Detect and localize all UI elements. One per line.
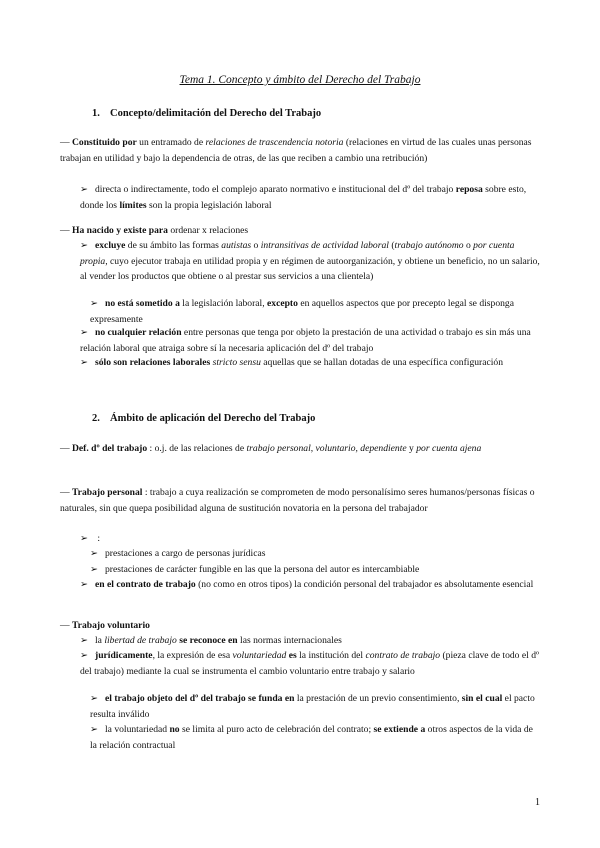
text: la institución del [296,650,366,661]
bullet-juridicamente [60,648,540,679]
italic-text: libertad de trabajo [104,635,177,646]
dash-marker: — [60,137,70,148]
arrow-bullet-icon: ➢ [90,564,99,575]
dash-marker: — [60,443,70,454]
text: el pacto resulta inválido [90,693,535,720]
bullet-solo-son [60,355,540,371]
bold-text: excepto [267,298,298,309]
italic-text: relaciones de trascendencia notoria [205,137,344,148]
bold-text: Trabajo voluntario [72,620,150,631]
bold-text: el trabajo objeto del dº del trabajo se funda en [105,693,295,704]
text: la prestación de un previo consentimiento, [294,693,462,704]
italic-text: stricto sensu [212,357,261,368]
text: las normas internacionales [237,635,342,646]
section-heading-2 [92,413,315,424]
text: se limita al puro acto de celebración del contrato; [179,724,374,735]
bold-text: Constituido por [72,137,137,148]
bold-text: Def. dº del trabajo [72,443,148,454]
bold-text: en el contrato de trabajo [95,579,196,590]
text: la legislación laboral, [179,298,268,309]
bold-text: no [169,724,180,735]
text: o [251,240,261,251]
dash-marker: — [60,225,70,236]
arrow-bullet-icon: ➢ [90,298,99,309]
section-heading-1 [92,108,321,119]
text: prestaciones de carácter fungible en las que la persona del autor es intercambiable [105,564,420,575]
text: un entramado de [136,137,206,148]
arrow-bullet-icon: ➢ [80,650,89,661]
bullet-no-cualquier [60,325,540,356]
section-title: Concepto/delimitación del Derecho del Trabajo [110,108,322,119]
bullet-excluye [60,238,540,285]
arrow-bullet-icon: ➢ [80,533,89,544]
bold-text: se reconoce en [179,635,238,646]
sub-bullet-juridicas [60,546,540,562]
italic-text: voluntariedad [232,650,287,661]
text: aquellas que se hallan dotadas de una específica configuración [260,357,504,368]
text: , cuyo ejecutor trabaja en utilidad propia y en régimen de autoorganización, y obtiene un beneficio, no un salario, al vender los productos que obtiene o al prestar sus servicios a una clientela) [80,255,540,282]
text: de su ámbito las formas [125,240,222,251]
bold-text: sólo son relaciones laborales [95,357,211,368]
text: , la expresión de esa [152,650,233,661]
bold-text: excluye [95,240,126,251]
bullet-libertad [60,633,540,649]
bullet-reposa [60,182,540,213]
bold-text: jurídicamente [95,650,153,661]
arrow-bullet-icon: ➢ [80,579,89,590]
bullet-no-interesan [60,531,540,547]
text: directa o indirectamente, todo el complejo aparato normativo e institucional del dº del trabajo [95,184,456,195]
section-title: Ámbito de aplicación del Derecho del Trabajo [110,413,316,424]
italic-text: intransitivas de actividad laboral [260,240,389,251]
section-number: 1. [92,108,100,119]
section-number: 2. [92,413,100,424]
text: o [463,240,474,251]
text: ordenar x relaciones [167,225,249,236]
italic-text: contrato de trabajo [365,650,441,661]
text: otros aspectos de la vida de la relación contractual [90,724,533,751]
text: (relaciones en virtud de las cuales unas personas trabajan en utilidad y bajo la dependencia de otras, de las que reciben a cambio una retribución) [60,137,532,164]
arrow-bullet-icon: ➢ [80,635,89,646]
text: son la propia legislación laboral [146,199,272,211]
arrow-bullet-icon: ➢ [80,357,89,368]
text: : trabajo a cuya realización se comprometen de modo personalísimo seres humanos/personas físicas o naturales, sin que quepa posibilidad alguna de sustitución novatoria en la persona del trabajador [60,487,535,514]
bullet-se-funda [60,691,540,722]
bold-text: no está sometido a [105,298,180,309]
bold-text: es [288,650,297,661]
bold-text: Ha nacido y existe para [72,225,168,236]
arrow-bullet-icon: ➢ [80,327,89,338]
page-number: 1 [535,797,540,808]
text: : [95,533,101,544]
text: la voluntariedad [105,724,170,735]
paragraph-trabajo-personal [60,485,540,516]
paragraph-ha-nacido [60,223,540,239]
text: (pieza clave de todo el dº del trabajo) mediante la cual se instrumenta el cambio voluntario entre trabajo y salario [80,650,539,677]
bold-text: Trabajo personal [72,487,143,498]
text: : o.j. de las relaciones de [147,443,247,454]
arrow-bullet-icon: ➢ [80,240,89,251]
bullet-voluntariedad [60,722,540,753]
bold-text: no cualquier relación [95,327,182,338]
arrow-bullet-icon: ➢ [90,724,99,735]
dash-marker: — [60,620,70,631]
paragraph-definicion [60,441,540,457]
arrow-bullet-icon: ➢ [80,184,89,195]
sub-bullet-fungible [60,562,540,578]
paragraph-trabajo-voluntario [60,618,540,634]
italic-text: autistas [221,240,252,251]
bullet-contrato-trabajo [60,577,540,593]
text: ( [388,240,395,251]
text: sobre esto, donde los [80,184,527,211]
italic-text: trabajo autónomo [394,240,464,251]
dash-marker: — [60,487,70,498]
italic-text: trabajo personal, voluntario, dependiente [246,443,407,454]
bold-text: límites [119,199,147,211]
italic-text: por cuenta ajena [416,443,482,454]
bold-text: sin el cual [461,693,503,704]
document-title: Tema 1. Concepto y ámbito del Derecho del Trabajo [179,74,421,86]
italic-text: por cuenta propia [80,240,515,267]
text: la [95,635,105,646]
arrow-bullet-icon: ➢ [90,693,99,704]
text: en aquellos aspectos que por precepto legal se disponga expresamente [90,298,514,325]
bold-text: se extiende a [373,724,426,735]
bold-text: reposa [455,184,483,195]
bullet-no-sometido [60,296,540,327]
text: entre personas que tenga por objeto la prestación de una actividad o trabajo es sin más una relación laboral que atraiga sobre sí la necesaria aplicación del dº del trabajo [80,327,531,354]
text: (no como en otros tipos) la condición personal del trabajador es absolutamente esencial [195,579,534,590]
text: y [406,443,417,454]
text: prestaciones a cargo de personas jurídicas [105,548,266,559]
arrow-bullet-icon: ➢ [90,548,99,559]
paragraph-constituido [60,135,540,166]
